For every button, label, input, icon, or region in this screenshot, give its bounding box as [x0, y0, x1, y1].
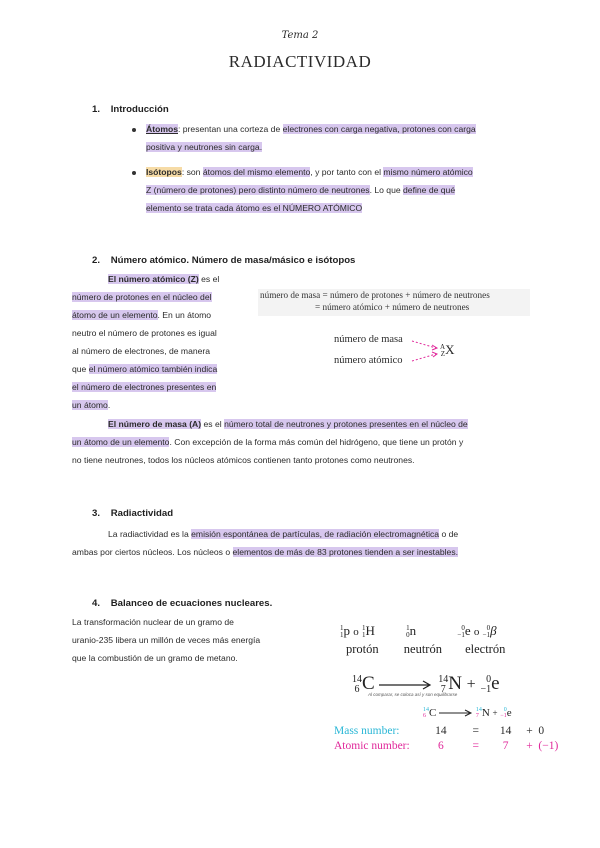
- section-number: 3.: [92, 508, 101, 519]
- arrow-icon: [439, 709, 473, 717]
- highlight: número de protones en el núcleo del: [72, 292, 212, 302]
- section-2-heading: [92, 255, 355, 266]
- label-atomic-row: Atomic number:: [334, 740, 410, 752]
- text: al número de electrones, de manera: [72, 346, 211, 356]
- text: . Con excepción de la forma más común del hidrógeno, que tiene un protón y: [169, 437, 464, 447]
- equation-line-1: número de masa = número de protones + número de neutrones: [260, 290, 490, 300]
- neutron-symbol: 1 0 n: [406, 623, 417, 640]
- nuclide-symbol: [440, 342, 454, 358]
- highlight: mismo número atómico: [383, 167, 473, 177]
- section-title: Número atómico. Número de masa/másico e isótopos: [110, 255, 356, 266]
- section-number: 1.: [92, 104, 101, 115]
- paragraph-numero-atomico: [72, 270, 248, 414]
- text: . Lo que: [369, 185, 404, 195]
- section-number: 4.: [92, 598, 101, 609]
- nuclear-equation: 14 6 C 14 7 N + 0 −1 e: [352, 673, 500, 695]
- equals: =: [472, 740, 479, 752]
- particle-names: [346, 642, 505, 657]
- paragraph-radiactividad: [72, 525, 532, 561]
- bullet-icon: [132, 171, 136, 175]
- atomic-value: (−1): [538, 740, 559, 752]
- text: o de: [439, 529, 459, 539]
- highlight: Z (número de protones) pero distinto número de neutrones: [146, 185, 370, 195]
- equals: =: [472, 725, 479, 737]
- text: uranio-235 libera un millón de veces más energía: [72, 635, 261, 645]
- electron-symbol: 0 −1 e: [457, 623, 471, 640]
- highlight: átomo de un elemento: [72, 310, 158, 320]
- highlight: elemento se trata cada átomo es el NÚMERO ATÓMICO: [146, 203, 363, 213]
- plus: +: [526, 740, 533, 752]
- text: neutro el número de protones es igual: [72, 328, 217, 338]
- atomic-value: 6: [438, 740, 444, 752]
- term-atomos: Átomos: [146, 124, 178, 134]
- nuclide-mass: A: [440, 343, 446, 352]
- highlight: un átomo: [72, 400, 108, 410]
- label-electron: electrón: [465, 642, 506, 656]
- label-atomic-number: número atómico: [334, 355, 403, 366]
- text: , y por tanto con el: [310, 167, 384, 177]
- label-mass-row: Mass number:: [334, 725, 400, 737]
- text: : son: [181, 167, 203, 177]
- subtitle: Tema 2: [281, 30, 319, 41]
- arrow-icon: [379, 680, 433, 690]
- atomic-value: 7: [502, 740, 509, 752]
- text: :: [178, 124, 181, 134]
- text-o: o: [473, 626, 480, 638]
- text: La radiactividad es la: [108, 529, 192, 539]
- mass-value: 0: [538, 725, 545, 737]
- section-title: Balanceo de ecuaciones nucleares.: [110, 598, 273, 609]
- paragraph-atomos: [146, 120, 531, 156]
- label-proton: protón: [346, 642, 379, 656]
- term-isotopos: Isótopos: [146, 167, 182, 177]
- mass-value: 14: [499, 725, 512, 737]
- highlight: un átomo de un elemento: [72, 437, 170, 447]
- hydrogen-symbol: 1 1 H: [362, 623, 375, 640]
- page-title: RADIACTIVIDAD: [228, 52, 372, 71]
- highlight: átomos del mismo elemento: [202, 167, 311, 177]
- text: que: [72, 364, 89, 374]
- highlight: emisión espontánea de partículas, de radiación electromagnética: [191, 529, 440, 539]
- colored-equation: 14 6 C 14 7 N + 0 −1 e: [423, 707, 512, 720]
- section-4-heading: [92, 598, 272, 609]
- plus: +: [526, 725, 533, 737]
- text: es el: [198, 274, 220, 284]
- mass-value: 14: [435, 725, 447, 737]
- term-numero-atomico: El número atómico (Z): [108, 274, 199, 284]
- bullet-icon: [132, 128, 136, 132]
- highlight: electrones con carga negativa, protones con carga: [282, 124, 476, 134]
- text: ambas por ciertos núcleos. Los núcleos o: [72, 547, 233, 557]
- text: .: [107, 400, 111, 410]
- section-title: Radiactividad: [110, 508, 174, 519]
- handwritten-note: Al comparar, se coloca así y son equilibrarse: [368, 692, 458, 697]
- highlight: elementos de más de 83 protones tienden a ser inestables.: [232, 547, 459, 557]
- text: no tiene neutrones, todos los núcleos atómicos contienen tanto protones como neutrones.: [72, 455, 415, 465]
- section-number: 2.: [92, 255, 101, 266]
- text: es el: [201, 419, 225, 429]
- beta-symbol: 0 −1 β: [482, 623, 497, 640]
- highlight: el número de electrones presentes en: [72, 382, 217, 392]
- particle-row: [340, 623, 497, 639]
- text-o: o: [353, 626, 359, 638]
- section-1-heading: [92, 104, 169, 115]
- atomic-number-row: [334, 740, 574, 752]
- paragraph-balanceo: [72, 613, 272, 667]
- proton-symbol: 1 1 p: [340, 623, 350, 640]
- section-3-heading: [92, 508, 173, 519]
- highlight: positiva y neutrones sin carga.: [146, 142, 263, 152]
- nuclide-arrows: [410, 336, 444, 366]
- nuclide-element: X: [445, 342, 455, 357]
- section-title: Introducción: [110, 104, 169, 115]
- label-mass-number: número de masa: [334, 334, 403, 345]
- paragraph-isotopos: [146, 163, 531, 217]
- highlight: número total de neutrones y protones presentes en el núcleo de: [224, 419, 468, 429]
- text: . En un átomo: [157, 310, 212, 320]
- text: presentan una corteza de: [180, 124, 283, 134]
- text: que la combustión de un gramo de metano.: [72, 653, 238, 663]
- mass-number-row: [334, 725, 568, 737]
- paragraph-numero-masa: [72, 415, 532, 469]
- text: La transformación nuclear de un gramo de: [72, 617, 234, 627]
- equation-line-2: = número atómico + número de neutrones: [315, 302, 470, 312]
- mass-number-equation: [258, 289, 530, 316]
- highlight: define de qué: [403, 185, 456, 195]
- highlight: el número atómico también indica: [88, 364, 218, 374]
- term-numero-masa: El número de masa (A): [108, 419, 202, 429]
- nuclide-atomic: Z: [440, 350, 446, 359]
- label-neutron: neutrón: [403, 642, 442, 656]
